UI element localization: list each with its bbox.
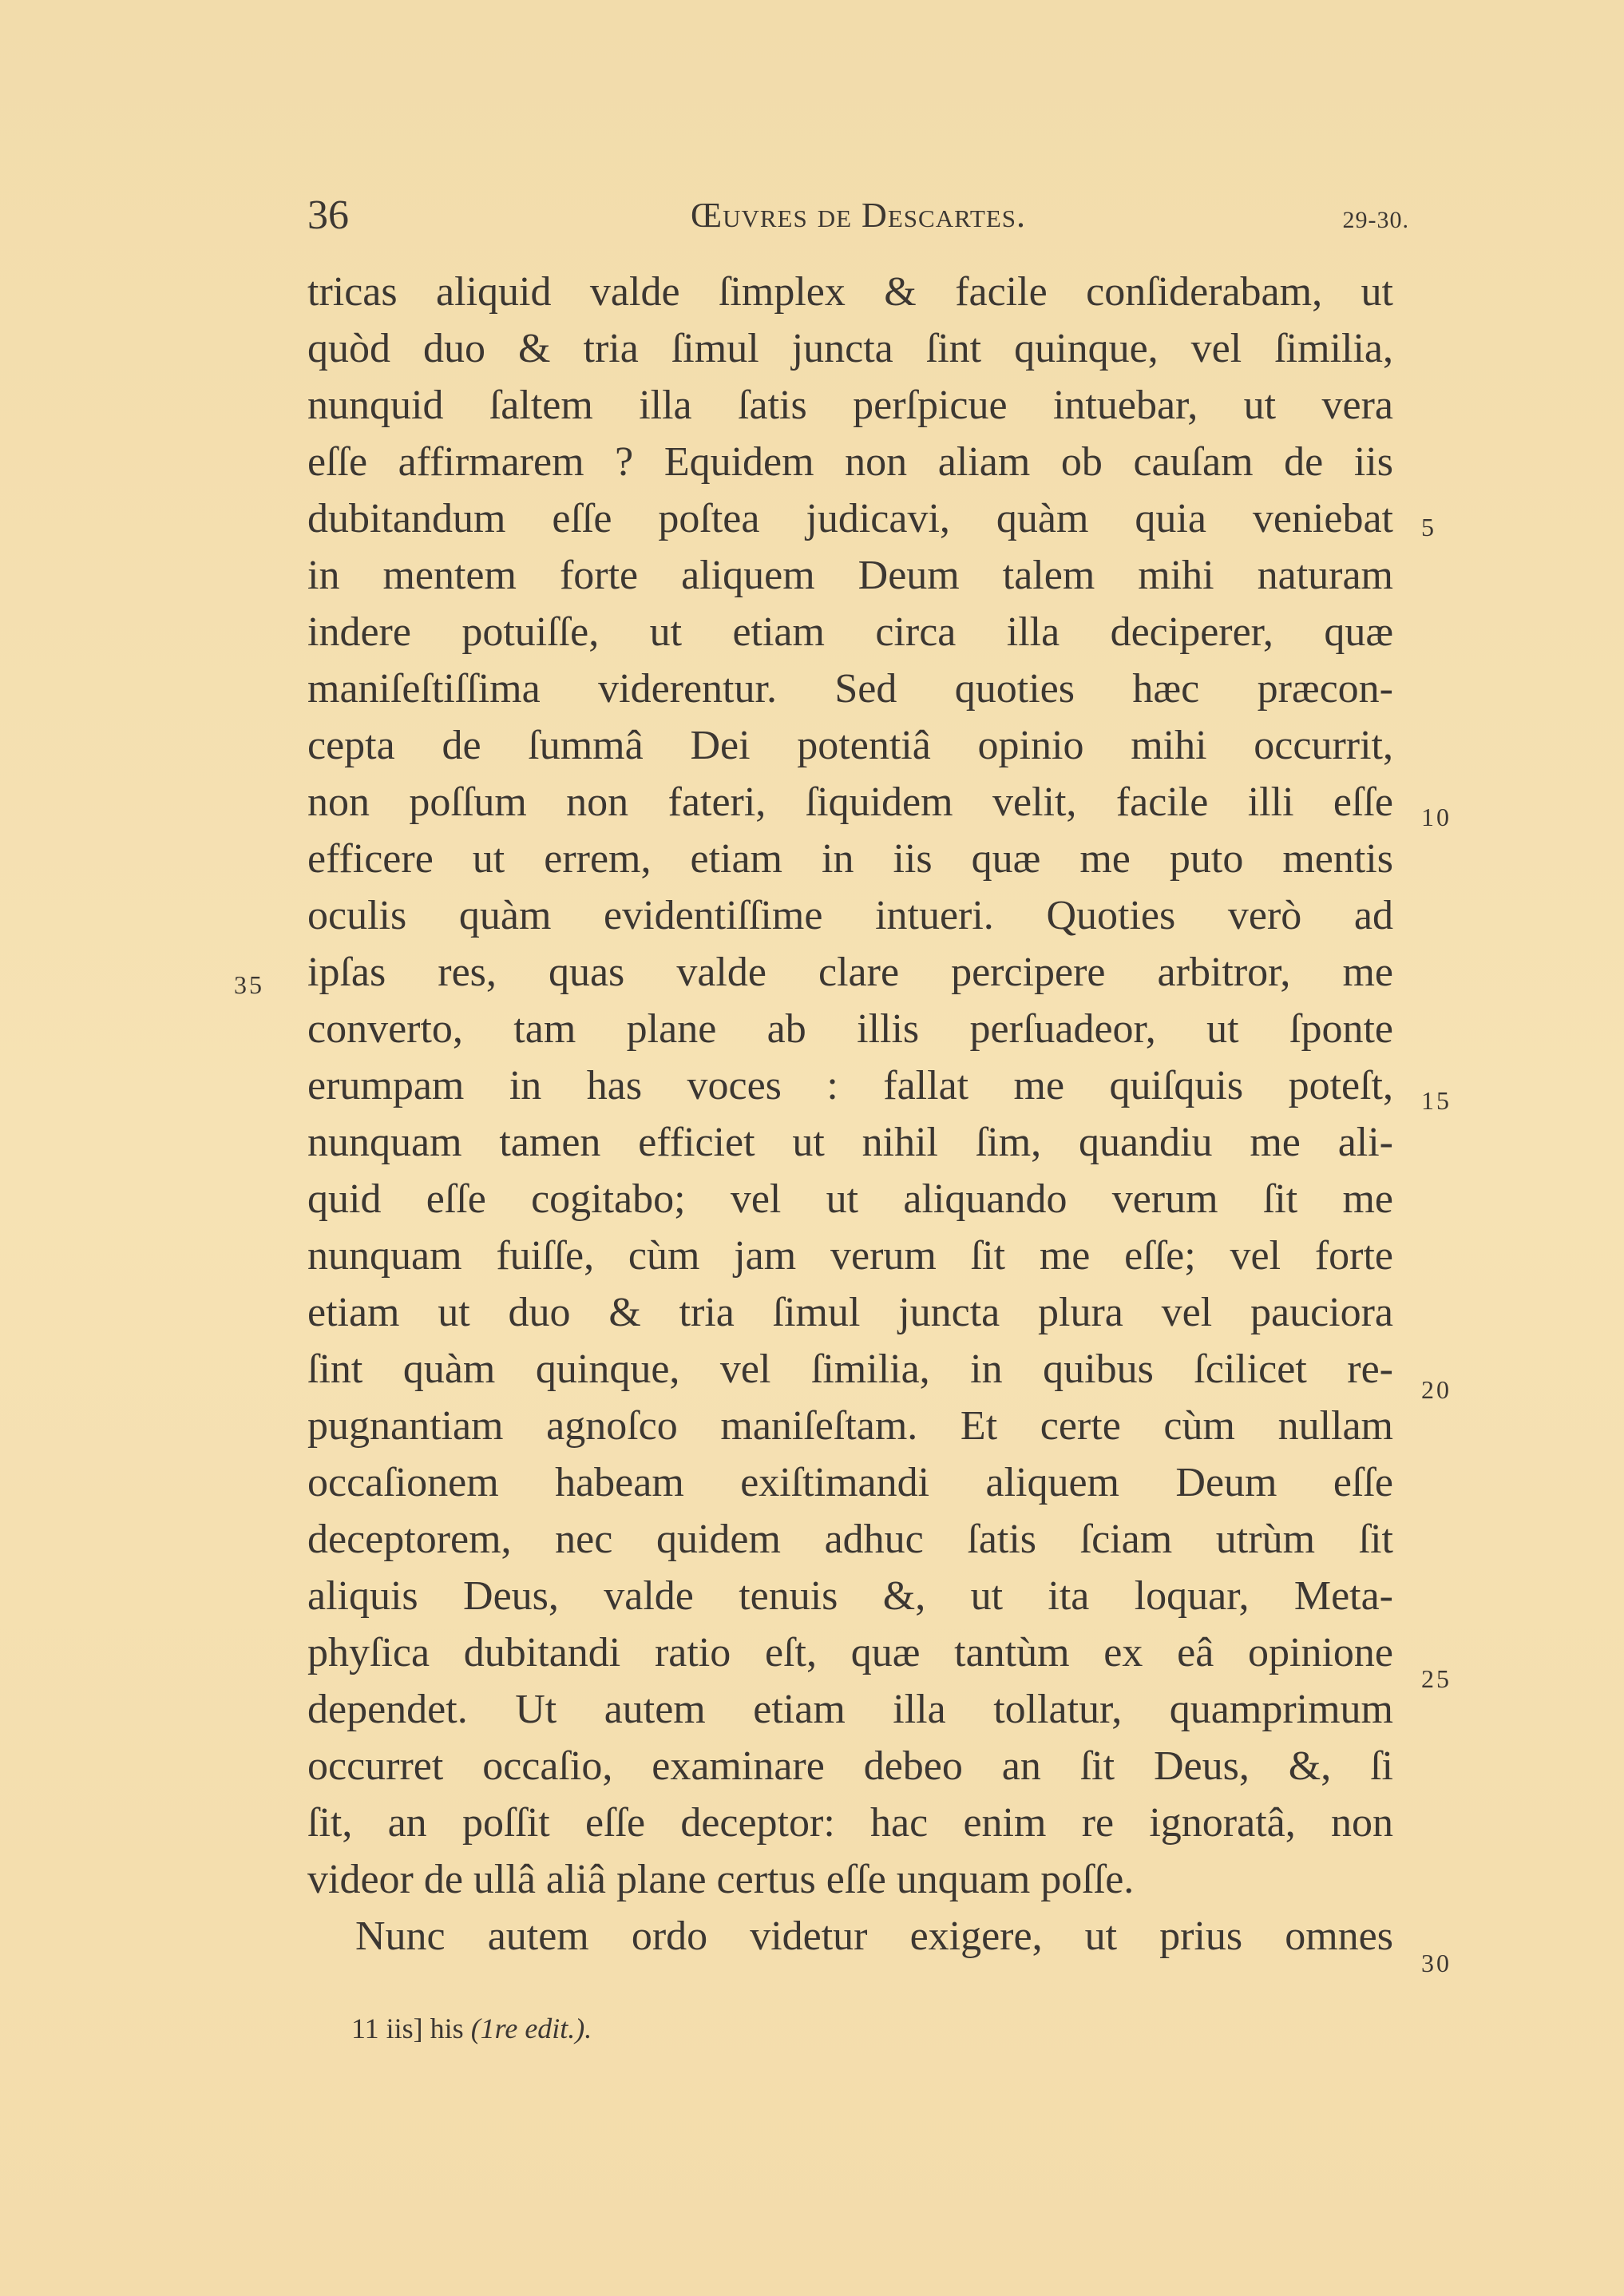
text-line: in mentem forte aliquem Deum talem mihi naturam bbox=[307, 553, 1393, 598]
text-line: ſint quàm quinque, vel ſimilia, in quibus ſcilicet re- bbox=[307, 1346, 1393, 1392]
text-line: dependet. Ut autem etiam illa tollatur, quamprimum bbox=[307, 1687, 1393, 1732]
text-line: quid eſſe cogitabo; vel ut aliquando verum ſit me bbox=[307, 1176, 1393, 1222]
footnote-edition: (1re edit.). bbox=[470, 2012, 592, 2044]
text-line: ipſas res, quas valde clare percipere arbitror, me bbox=[307, 950, 1393, 995]
text-line: occurret occaſio, examinare debeo an ſit Deus, &, ſi bbox=[307, 1743, 1393, 1789]
page-number: 36 bbox=[307, 192, 349, 238]
text-line: ſit, an poſſit eſſe deceptor: hac enim re ignoratâ, non bbox=[307, 1800, 1393, 1846]
footnote-reading: his bbox=[430, 2012, 464, 2044]
line-number-marker: 5 bbox=[1421, 513, 1436, 541]
text-line: nunquam fuiſſe, cùm jam verum ſit me eſſe; vel forte bbox=[307, 1233, 1393, 1279]
line-number-marker: 30 bbox=[1421, 1949, 1452, 1977]
line-number-marker: 10 bbox=[1421, 803, 1452, 831]
text-line: quòd duo & tria ſimul juncta ſint quinque, vel ſimilia, bbox=[307, 326, 1393, 371]
text-line: dubitandum eſſe poſtea judicavi, quàm quia veniebat bbox=[307, 496, 1393, 541]
text-line: indere potuiſſe, ut etiam circa illa deciperer, quæ bbox=[307, 609, 1393, 655]
page-range: 29-30. bbox=[1342, 207, 1409, 233]
book-title: Œuvres de Descartes. bbox=[690, 196, 1027, 235]
text-line: nunquid ſaltem illa ſatis perſpicue intuebar, ut vera bbox=[307, 383, 1393, 428]
running-head bbox=[307, 188, 1409, 244]
text-line: tricas aliquid valde ſimplex & facile conſiderabam, ut bbox=[307, 269, 1393, 315]
text-line: maniſeſtiſſima viderentur. Sed quoties hæc præcon- bbox=[307, 666, 1393, 712]
text-line: oculis quàm evidentiſſime intueri. Quoties verò ad bbox=[307, 893, 1393, 938]
text-line: Nunc autem ordo videtur exigere, ut prius omnes bbox=[355, 1913, 1393, 1959]
edition-page-marker: 35 bbox=[234, 970, 264, 999]
text-line: efficere ut errem, etiam in iis quæ me puto mentis bbox=[307, 836, 1393, 882]
text-line: pugnantiam agnoſco maniſeſtam. Et certe cùm nullam bbox=[307, 1403, 1393, 1449]
text-line: cepta de ſummâ Dei potentiâ opinio mihi occurrit, bbox=[307, 723, 1393, 768]
text-line: phyſica dubitandi ratio eſt, quæ tantùm ex eâ opinione bbox=[307, 1630, 1393, 1675]
text-line: etiam ut duo & tria ſimul juncta plura vel pauciora bbox=[307, 1290, 1393, 1335]
text-line: occaſionem habeam exiſtimandi aliquem Deum eſſe bbox=[307, 1460, 1393, 1505]
text-line: aliquis Deus, valde tenuis &, ut ita loquar, Meta- bbox=[307, 1573, 1393, 1619]
text-line: converto, tam plane ab illis perſuadeor, ut ſponte bbox=[307, 1006, 1393, 1052]
text-line: erumpam in has voces : fallat me quiſquis poteſt, bbox=[307, 1063, 1393, 1108]
footnote-ref: 11 iis] bbox=[351, 2012, 423, 2044]
footnote bbox=[351, 2009, 592, 2048]
line-number-marker: 20 bbox=[1421, 1375, 1452, 1404]
body-text bbox=[307, 264, 1393, 1965]
text-line: eſſe affirmarem ? Equidem non aliam ob cauſam de iis bbox=[307, 439, 1393, 485]
line-number-marker: 15 bbox=[1421, 1086, 1452, 1115]
text-line: videor de ullâ aliâ plane certus eſſe unquam poſſe. bbox=[307, 1857, 1135, 1902]
text-line: nunquam tamen efficiet ut nihil ſim, quandiu me ali- bbox=[307, 1120, 1393, 1165]
text-line: non poſſum non fateri, ſiquidem velit, facile illi eſſe bbox=[307, 779, 1393, 825]
line-number-marker: 25 bbox=[1421, 1664, 1452, 1693]
text-line: deceptorem, nec quidem adhuc ſatis ſciam utrùm ſit bbox=[307, 1517, 1393, 1562]
